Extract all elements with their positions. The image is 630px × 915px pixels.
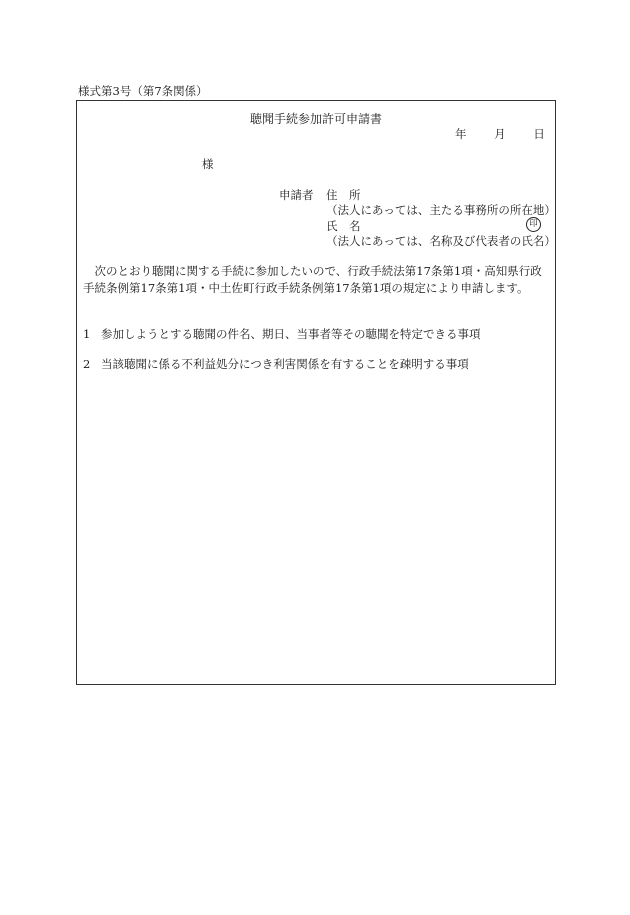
item-text: 当該聴聞に係る不利益処分につき利害関係を有することを疎明する事項	[101, 357, 469, 371]
date-row	[455, 126, 545, 142]
addressee-suffix: 様	[202, 157, 214, 171]
form-title: 聴聞手続参加許可申請書	[249, 112, 382, 126]
date-month-label: 月	[494, 127, 506, 141]
list-item	[83, 356, 469, 372]
application-statement: 次のとおり聴聞に関する手続に参加したいので、行政手続法第17条第1項・高知県行政手続条例第17条第1項・中土佐町行政手続条例第17条第1項の規定により申請します。	[83, 264, 542, 295]
list-item	[83, 326, 481, 342]
item-text: 参加しようとする聴聞の件名、期日、当事者等その聴聞を特定できる事項	[101, 327, 481, 341]
applicant-label: 申請者	[279, 188, 314, 202]
item-number: 1	[83, 327, 91, 341]
date-year-label: 年	[455, 127, 467, 141]
application-form-frame	[76, 100, 556, 685]
date-day-label: 日	[533, 127, 545, 141]
address-label: 住 所	[326, 188, 361, 202]
item-number: 2	[83, 357, 91, 371]
form-number: 様式第3号（第7条関係）	[78, 84, 208, 98]
name-note: （法人にあっては、名称及び代表者の氏名）	[326, 234, 556, 248]
address-note: （法人にあっては、主たる事務所の所在地）	[326, 203, 556, 217]
seal-mark-icon: 印	[526, 217, 541, 232]
name-label: 氏 名	[326, 219, 361, 233]
